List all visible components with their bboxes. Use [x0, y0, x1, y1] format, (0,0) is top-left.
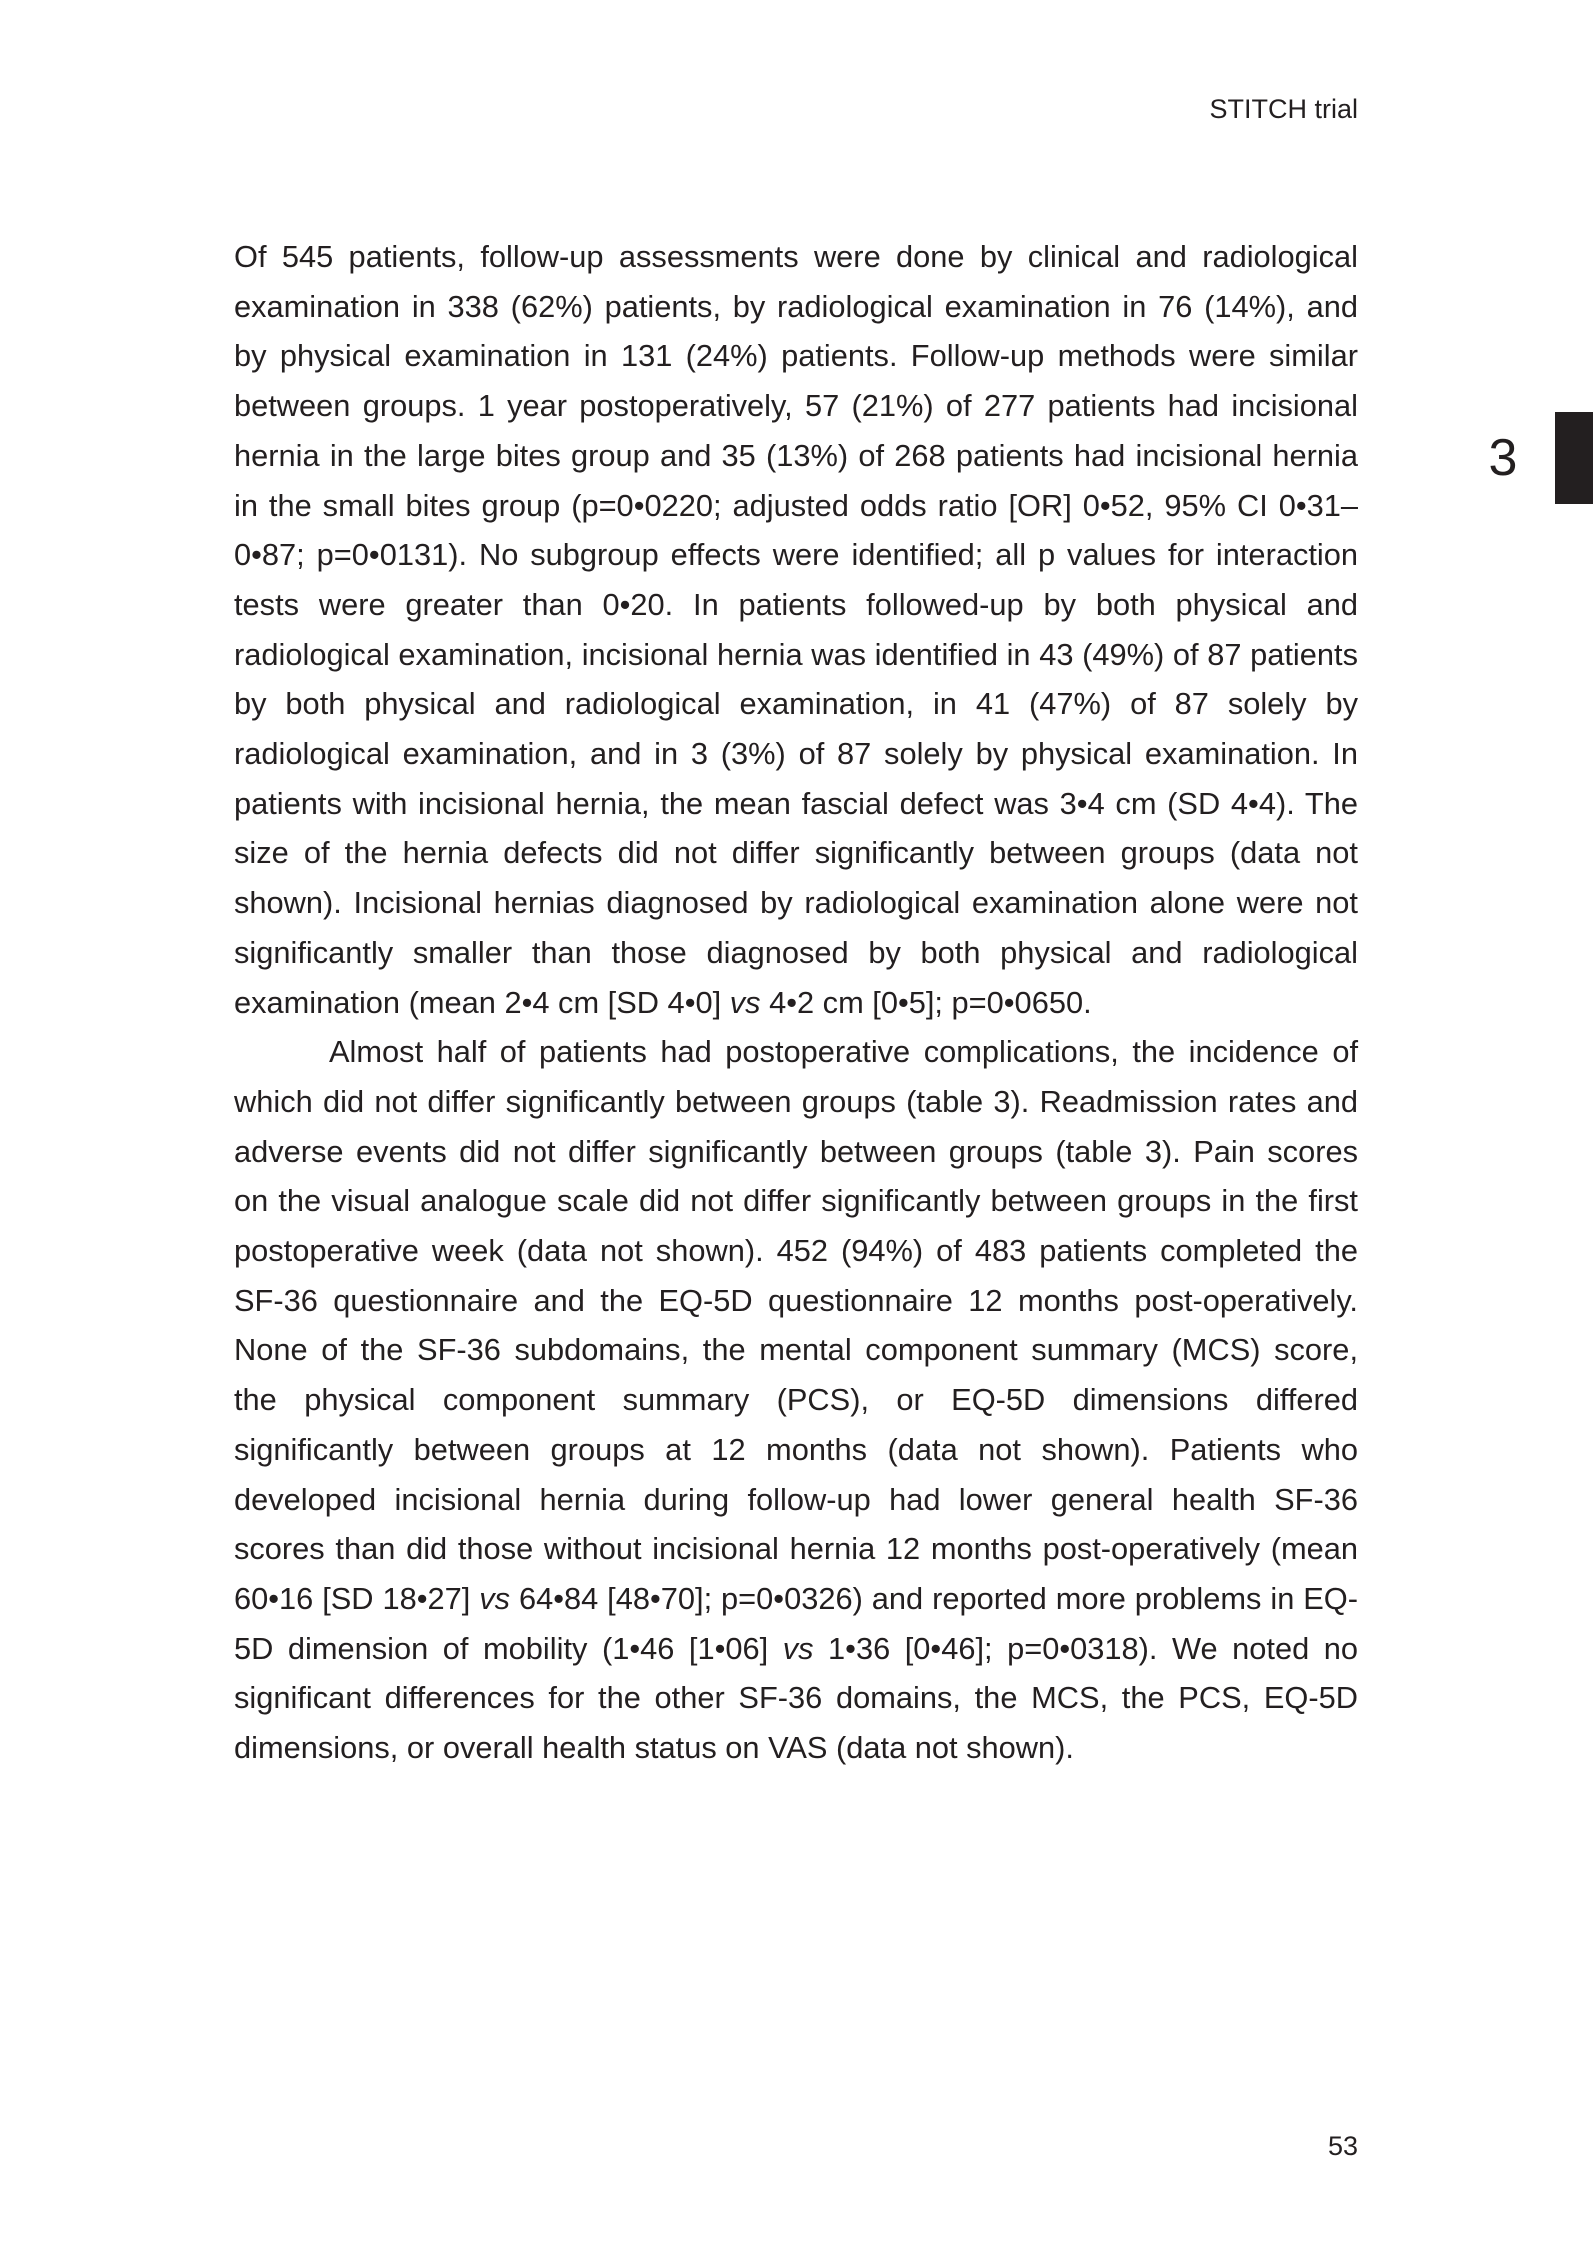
paragraph-text: 64•84 [48•70]; p=0•0326) and reported more problems in EQ-5D dimension of mobility (1•46 [1•06] — [234, 1580, 1358, 1666]
paragraph-text: 4•2 cm [0•5]; p=0•0650. — [760, 984, 1092, 1020]
italic-vs: vs — [729, 984, 761, 1020]
paragraph-follow-up-results — [234, 232, 1358, 1027]
paragraph-text: 1•36 [0•46]; p=0•0318). We noted no significant differences for the other SF-36 domains, the MCS, the PCS, EQ-5D dimensions, or overall health status on VAS (data not shown). — [234, 1630, 1358, 1766]
chapter-number: 3 — [1488, 429, 1518, 487]
italic-vs: vs — [782, 1630, 814, 1666]
paragraph-complications-results — [234, 1027, 1358, 1773]
paragraph-text: Almost half of patients had postoperative complications, the incidence of which did not differ significantly between groups (table 3). Readmission rates and adverse events did not differ significantly between groups (table 3). Pain scores on the visual analogue scale did not differ significantly between groups in the first postoperative week (data not shown). 452 (94%) of 483 patients completed the SF-36 questionnaire and the EQ-5D questionnaire 12 months post-operatively. None of the SF-36 subdomains, the mental component summary (MCS) score, the physical component summary (PCS), or EQ-5D dimensions differed significantly between groups at 12 months (data not shown). Patients who developed incisional hernia during follow-up had lower general health SF-36 scores than did those without incisional hernia 12 months post-operatively (mean 60•16 [SD 18•27] — [234, 1034, 1358, 1616]
running-header: STITCH trial — [1209, 94, 1358, 124]
body-text — [234, 232, 1358, 1773]
paragraph-text: Of 545 patients, follow-up assessments were done by clinical and radiological examination in 338 (62%) patients, by radiological examination in 76 (14%), and by physical examination in 131 (24%) patients. Follow-up methods were similar between groups. 1 year postoperatively, 57 (21%) of 277 patients had incisional hernia in the large bites group and 35 (13%) of 268 patients had incisional hernia in the small bites group (p=0•0220; adjusted odds ratio [OR] 0•52, 95% CI 0•31–0•87; p=0•0131). No subgroup effects were identified; all p values for interaction tests were greater than 0•20. In patients followed-up by both physical and radiological examination, incisional hernia was identified in 43 (49%) of 87 patients by both physical and radiological examination, in 41 (47%) of 87 solely by radiological examination, and in 3 (3%) of 87 solely by physical examination. In patients with incisional hernia, the mean fascial defect was 3•4 cm (SD 4•4). The size of the hernia defects did not differ significantly between groups (data not shown). Incisional hernias diagnosed by radiological examination alone were not significantly smaller than those diagnosed by both physical and radiological examination (mean 2•4 cm [SD 4•0] — [234, 239, 1358, 1020]
chapter-tab — [1453, 412, 1593, 504]
italic-vs: vs — [479, 1580, 511, 1616]
page-number: 53 — [1327, 2131, 1358, 2161]
chapter-marker-bar — [1555, 412, 1593, 504]
